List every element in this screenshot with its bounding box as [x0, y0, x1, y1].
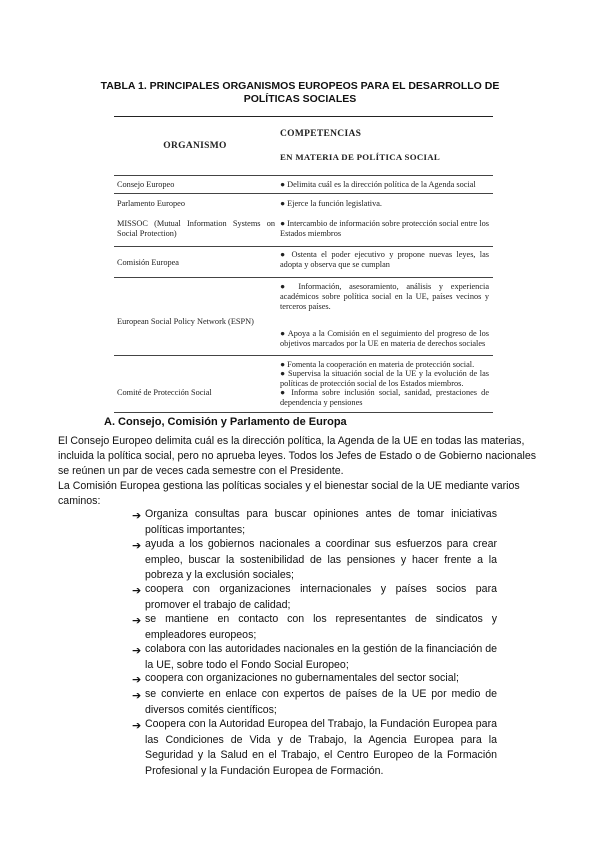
row-comp: ● Ostenta el poder ejecutivo y propone nuevas leyes, las adopta y observa que se cumplan	[280, 250, 489, 269]
table-title-line1: TABLA 1. PRINCIPALES ORGANISMOS EUROPEOS PARA EL DESARROLLO DE	[100, 80, 500, 92]
table-row	[114, 247, 493, 278]
table-title-line2: POLÍTICAS SOCIALES	[243, 93, 357, 105]
row-comp: ● Ejerce la función legislativa.	[280, 199, 382, 208]
list-item: se convierte en enlace con expertos de países de la UE por medio de diversos comités científicos;	[145, 688, 497, 716]
list-item: Organiza consultas para buscar opiniones antes de tomar iniciativas políticas importantes;	[145, 508, 497, 536]
arrow-icon: ➔	[132, 673, 142, 686]
list-item: coopera con organizaciones no gubernamentales del sector social;	[145, 672, 459, 684]
table-row	[114, 278, 493, 356]
arrow-icon: ➔	[132, 644, 142, 657]
arrow-icon: ➔	[132, 719, 142, 732]
table-row	[114, 176, 493, 194]
row-org: MISSOC (Mutual Information Systems on Social Protection)	[117, 219, 275, 238]
row-org: Parlamento Europeo	[117, 199, 185, 208]
list-item: Coopera con la Autoridad Europea del Trabajo, la Fundación Europea para las Condiciones de Vida y de Trabajo, la Agencia Europea para la Seguridad y la Salud en el Trabajo, el Centro Europeo de la Formación Profesional y la Fundación Europea de Formación.	[145, 718, 497, 777]
table-title	[0, 80, 600, 106]
arrow-icon: ➔	[132, 509, 142, 522]
row-comp: ● Intercambio de información sobre protección social entre los Estados miembros	[280, 219, 489, 238]
header-organismo: ORGANISMO	[163, 141, 227, 151]
row-org: European Social Policy Network (ESPN)	[117, 317, 254, 326]
header-materia: EN MATERIA DE POLÍTICA SOCIAL	[280, 152, 441, 162]
row-comp: ● Fomenta la cooperación en materia de protección social.	[280, 360, 475, 369]
organisms-table	[114, 116, 493, 413]
list-item: colabora con las autoridades nacionales en la gestión de la financiación de la UE, sobre todo el Fondo Social Europeo;	[145, 643, 497, 671]
arrow-icon: ➔	[132, 689, 142, 702]
list-item: se mantiene en contacto con los representantes de sindicatos y empleadores europeos;	[145, 613, 497, 641]
paragraph-comision: La Comisión Europea gestiona las políticas sociales y el bienestar social de la UE mediante varios caminos:	[58, 480, 520, 507]
row-comp: ● Delimita cuál es la dirección política de la Agenda social	[280, 180, 476, 189]
row-org: Consejo Europeo	[117, 180, 175, 189]
list-item: ayuda a los gobiernos nacionales a coordinar sus esfuerzos para crear empleo, buscar la sostenibilidad de las pensiones y hacer frente a la pobreza y la exclusión sociales;	[145, 538, 497, 581]
row-comp: ● Apoya a la Comisión en el seguimiento del progreso de los objetivos marcados por la UE en materia de derechos sociales	[280, 329, 489, 348]
header-competencias: COMPETENCIAS	[280, 129, 362, 139]
paragraph-consejo: El Consejo Europeo delimita cuál es la dirección política, la Agenda de la UE en todas las materias, incluida la política social, pero no aprueba leyes. Todos los Jefes de Estado o de Gobierno nacionales se reúnen un par de veces cada semestre con el Presidente.	[58, 435, 537, 477]
row-comp: ● Información, asesoramiento, análisis y experiencia académicos sobre política social en la UE, países vecinos y terceros países.	[280, 282, 489, 311]
arrow-icon: ➔	[132, 614, 142, 627]
arrow-icon: ➔	[132, 584, 142, 597]
arrow-icon: ➔	[132, 539, 142, 552]
list-item: coopera con organizaciones internacionales y países socios para promover el trabajo de calidad;	[145, 583, 497, 611]
row-comp: ● Supervisa la situación social de la UE y la evolución de las políticas de protección social de los Estados miembros.	[280, 369, 489, 388]
table-row	[114, 194, 493, 247]
row-org: Comisión Europea	[117, 258, 179, 267]
table-row	[114, 356, 493, 413]
section-heading: A. Consejo, Comisión y Parlamento de Europa	[104, 416, 347, 428]
row-org: Comité de Protección Social	[117, 388, 212, 397]
table-header-row	[114, 117, 493, 176]
row-comp: ● Informa sobre inclusión social, sanidad, prestaciones de dependencia y pensiones	[280, 388, 489, 407]
